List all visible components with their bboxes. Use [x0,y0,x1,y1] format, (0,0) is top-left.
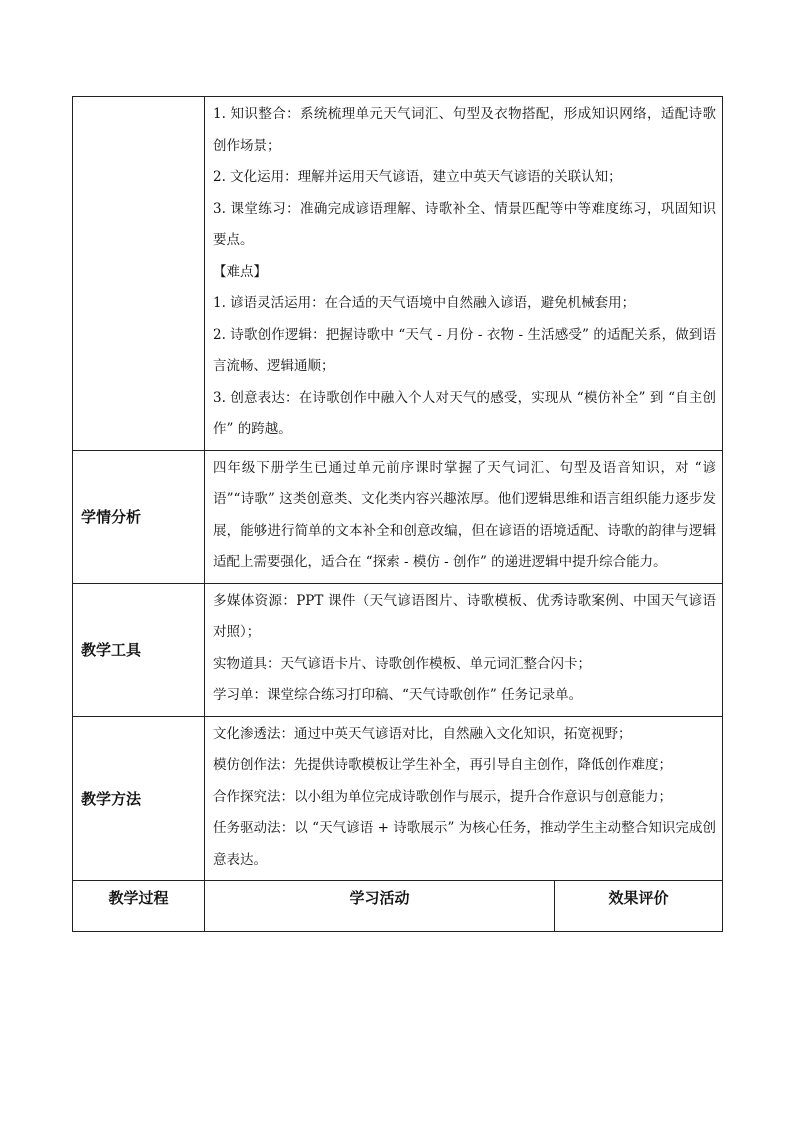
difficulty-line: 1. 谚语灵活运用：在合适的天气语境中自然融入谚语，避免机械套用； [213,295,636,311]
tools-line: 实物道具：天气谚语卡片、诗歌创作模板、单元词汇整合闪卡； [213,655,591,672]
difficulty-line: 3. 创意表达：在诗歌创作中融入个人对天气的感受，实现从 “模仿补全” 到 “自主创作” 的跨越。 [213,389,716,437]
methods-line: 合作探究法：以小组为单位完成诗歌创作与展示，提升合作意识与创意能力； [213,788,672,805]
goals-line: 2. 文化运用：理解并运用天气谚语，建立中英天气谚语的关联认知； [213,169,622,185]
process-header-col2: 学习活动 [205,881,555,932]
lesson-plan-page [72,96,722,932]
tools-label: 教学工具 [73,583,205,716]
methods-row [73,716,723,881]
difficulty-line: 2. 诗歌创作逻辑：把握诗歌中 “天气 - 月份 - 衣物 - 生活感受” 的适配关系，做到语言流畅、逻辑通顺； [213,326,716,374]
goals-line: 1. 知识整合：系统梳理单元天气词汇、句型及衣物搭配，形成知识网络，适配诗歌创作场景； [213,106,716,154]
methods-line: 文化渗透法：通过中英天气谚语对比，自然融入文化知识，拓宽视野； [213,725,632,742]
process-header-row [73,881,723,932]
goals-content-cell [205,97,723,451]
methods-line: 任务驱动法：以 “天气谚语 + 诗歌展示” 为核心任务，推动学生主动整合知识完成创意表达。 [213,820,716,868]
analysis-content-cell [205,450,723,583]
goals-row [73,97,723,451]
lesson-plan-table [72,96,723,932]
analysis-text: 四年级下册学生已通过单元前序课时掌握了天气词汇、句型及语音知识，对 “谚语”“诗歌” 这类创意类、文化类内容兴趣浓厚。他们逻辑思维和语言组织能力逐步发展，能够进行简单的文本补全和创意改编，但在谚语的语境适配、诗歌的韵律与逻辑适配上需要强化，适合在 “探索 - 模仿 - 创作” 的递进逻辑中提升综合能力。 [213,459,716,570]
tools-line: 多媒体资源：PPT 课件（天气谚语图片、诗歌模板、优秀诗歌案例、中国天气谚语对照）； [213,592,716,640]
difficulty-heading: 【难点】 [213,263,267,280]
tools-content-cell [205,583,723,716]
methods-label: 教学方法 [73,716,205,881]
methods-content-cell [205,716,723,881]
tools-line: 学习单：课堂综合练习打印稿、“天气诗歌创作” 任务记录单。 [213,687,583,703]
goals-line: 3. 课堂练习：准确完成谚语理解、诗歌补全、情景匹配等中等难度练习，巩固知识要点。 [213,200,716,248]
process-header-col3: 效果评价 [555,881,723,932]
methods-line: 模仿创作法：先提供诗歌模板让学生补全，再引导自主创作，降低创作难度； [213,757,672,773]
analysis-row [73,450,723,583]
process-header-col1: 教学过程 [73,881,205,932]
tools-row [73,583,723,716]
goals-label-cell [73,97,205,451]
analysis-label: 学情分析 [73,450,205,583]
